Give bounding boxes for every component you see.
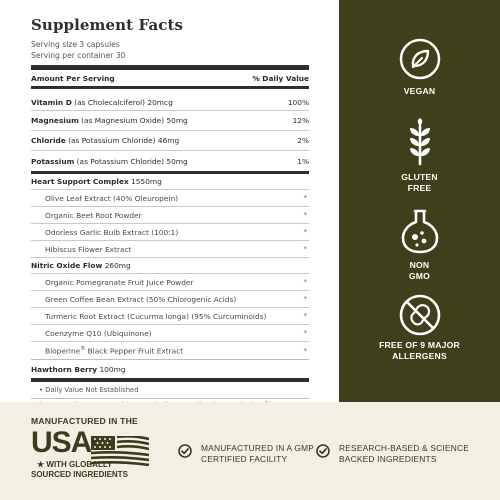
nutrient-name: Chloride (as Potassium Chloride) 46mg <box>31 136 180 145</box>
badge-label: GLUTEN FREE <box>401 172 438 193</box>
servings-per-container: Serving per container 30 <box>31 50 126 60</box>
footer-band <box>0 402 500 500</box>
leaf-icon <box>399 38 441 80</box>
flask-icon <box>398 208 442 254</box>
us-flag-icon <box>91 436 149 466</box>
feature-gmp <box>178 443 314 465</box>
hawthorn-row <box>31 360 309 378</box>
feature-text: MANUFACTURED IN A GMP CERTIFIED FACILITY <box>201 443 315 464</box>
wheat-icon <box>399 118 441 166</box>
nutrient-dv: 1% <box>297 156 309 166</box>
blend-item: Olive Leaf Extract (40% Oleuropein) * <box>31 190 309 207</box>
badge-vegan <box>339 38 500 97</box>
badge-gluten-free <box>339 118 500 194</box>
usa-word: USA <box>31 426 92 459</box>
nutrient-dv: 12% <box>292 116 309 125</box>
daily-value-footnote: • Daily Value Not Established <box>39 386 139 394</box>
header-daily-value: % Daily Value <box>252 74 309 83</box>
no-allergen-icon <box>399 294 441 336</box>
feature-research <box>316 443 469 465</box>
table-header <box>31 70 309 86</box>
blend-item: Coenzyme Q10 (Ubiquinone) * <box>31 325 309 342</box>
serving-size: Serving size 3 capsules <box>31 40 120 49</box>
sourcing-claim: ★ WITH GLOBALLY SOURCED INGREDIENTS <box>31 460 128 479</box>
badge-non-gmo <box>339 208 500 282</box>
blend-item: Organic Beet Root Powder * <box>31 207 309 224</box>
blend-item: Odorless Garlic Bulb Extract (100:1) * <box>31 224 309 241</box>
nutrient-row-vitamin-d <box>31 89 309 111</box>
feature-text: RESEARCH-BASED & SCIENCE BACKED INGREDIENTS <box>339 443 469 464</box>
blend-item: Hibiscus Flower Extract * <box>31 241 309 258</box>
blend-item: Turmeric Root Extract (Cucurma longa) (95% Curcuminoids) * <box>31 308 309 325</box>
serving-info <box>31 40 309 61</box>
blend-item-bioperine: Bioperine® Black Pepper Fruit Extract * <box>45 345 307 356</box>
facts-title: Supplement Facts <box>31 16 184 34</box>
blend-name: Heart Support Complex 1550mg <box>31 177 162 186</box>
nutrient-row-chloride <box>31 131 309 151</box>
nutrient-name: Magnesium (as Magnesium Oxide) 50mg <box>31 116 188 125</box>
check-shield-icon <box>316 444 330 458</box>
nutrient-name: Potassium (as Potassium Chloride) 50mg <box>31 156 188 166</box>
supplement-facts-table <box>31 16 309 409</box>
nutrient-name: Vitamin D (as Cholecalciferol) 20mcg <box>31 98 173 107</box>
nutrient-dv: 100% <box>287 98 309 107</box>
hawthorn-name: Hawthorn Berry 100mg <box>31 364 126 374</box>
made-in-usa-badge <box>31 416 151 480</box>
made-in-label: MANUFACTURED IN THE <box>31 416 138 426</box>
blend-nitric-oxide <box>31 258 309 274</box>
nutrient-row-magnesium <box>31 111 309 131</box>
claims-sidebar <box>339 0 500 402</box>
blend-name: Nitric Oxide Flow 260mg <box>31 261 131 270</box>
blend-item: Organic Pomegranate Fruit Juice Powder * <box>31 274 309 291</box>
blend-heart-support <box>31 174 309 190</box>
nutrient-row-potassium <box>31 151 309 171</box>
badge-label: FREE OF 9 MAJOR ALLERGENS <box>379 340 460 361</box>
badge-label: NON GMO <box>408 260 431 281</box>
header-amount-per-serving: Amount Per Serving <box>31 74 115 83</box>
nutrient-dv: 2% <box>297 136 309 145</box>
badge-label: VEGAN <box>403 86 436 96</box>
blend-item: Green Coffee Bean Extract (50% Chlorogenic Acids) * <box>31 291 309 308</box>
badge-allergen-free <box>339 294 500 362</box>
thin-rule <box>31 398 309 399</box>
check-shield-icon <box>178 444 192 458</box>
